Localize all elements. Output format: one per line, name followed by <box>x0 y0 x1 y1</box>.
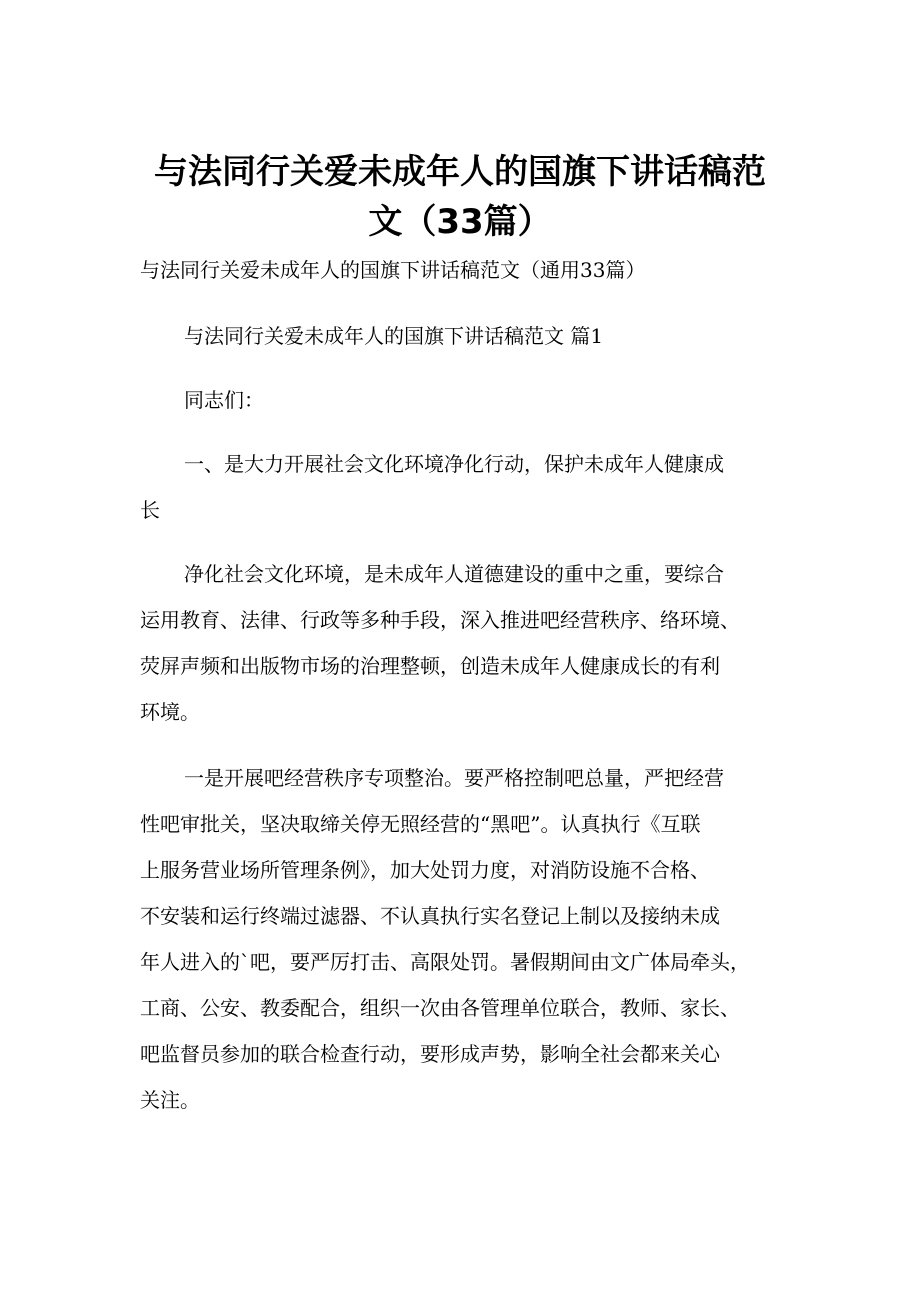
document-title-line-2: 文（33篇） <box>368 202 552 242</box>
document-title-line-1: 与法同行关爱未成年人的国旗下讲话稿范 <box>154 152 766 192</box>
para1-line-2: 运用教育、法律、行政等多种手段，深入推进吧经营秩序、络环境、 <box>140 608 740 632</box>
para2-line-3: 上服务营业场所管理条例》，加大处罚力度，对消防设施不合格、 <box>140 858 710 882</box>
para1-line-1: 净化社会文化环境，是未成年人道德建设的重中之重，要综合 <box>184 562 724 586</box>
section-heading: 与法同行关爱未成年人的国旗下讲话稿范文 篇1 <box>184 324 604 348</box>
para2-line-7: 吧监督员参加的联合检查行动，要形成声势，影响全社会都来关心 <box>140 1042 720 1066</box>
para2-line-1: 一是开展吧经营秩序专项整治。要严格控制吧总量，严把经营 <box>184 766 724 790</box>
para2-line-5: 年人进入的`吧，要严厉打击、高限处罚。暑假期间由文广体局牵头， <box>140 950 750 974</box>
salutation: 同志们： <box>184 388 264 412</box>
para2-line-4: 不安装和运行终端过滤器、不认真执行实名登记上制以及接纳未成 <box>140 904 720 928</box>
heading1-line-1: 一、是大力开展社会文化环境净化行动，保护未成年人健康成 <box>184 452 724 476</box>
heading1-line-2: 长 <box>140 498 160 522</box>
para1-line-4: 环境。 <box>140 700 200 724</box>
document-subtitle: 与法同行关爱未成年人的国旗下讲话稿范文（通用33篇） <box>140 258 646 282</box>
para1-line-3: 荧屏声频和出版物市场的治理整顿，创造未成年人健康成长的有利 <box>140 654 720 678</box>
para2-line-2: 性吧审批关，坚决取缔关停无照经营的“黑吧”。认真执行《互联 <box>140 812 701 836</box>
para2-line-8: 关注。 <box>140 1088 200 1112</box>
para2-line-6: 工商、公安、教委配合，组织一次由各管理单位联合，教师、家长、 <box>140 996 740 1020</box>
